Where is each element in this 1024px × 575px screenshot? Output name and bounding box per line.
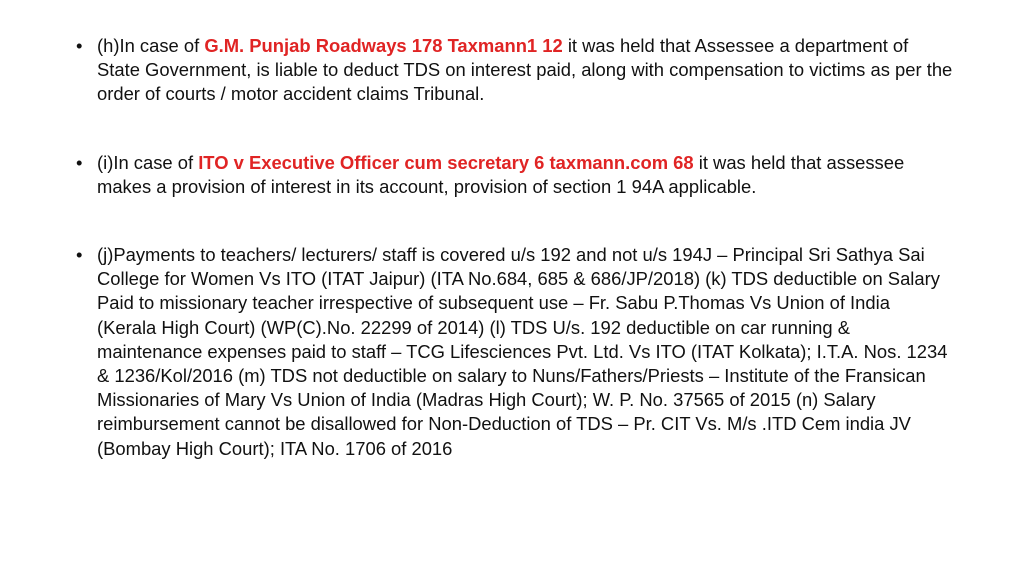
bullet-h-text: it was held that Assessee a department of State Government, is liable to deduct TDS on interest paid, along with compensation to victims as per the order of courts / motor accident claims Tribunal. — [97, 35, 953, 105]
bullet-item-j — [74, 243, 954, 461]
bullet-i-prefix: (i)In case of — [97, 151, 199, 173]
bullet-dot: • — [76, 151, 83, 173]
bullet-item-h — [74, 34, 954, 107]
bullet-j-text: (j)Payments to teachers/ lecturers/ staff is covered u/s 192 and not u/s 194J – Principal Sri Sathya Sai College for Women Vs ITO (ITAT Jaipur) (ITA No.684, 685 & 686/JP/2018) (k) TDS deductible on Salary Paid to missionary teacher irrespective of subsequent use – Fr. Sabu P.Thomas Vs Union of India (Kerala High Court) (WP(C).No. 22299 of 2014) (l) TDS U/s. 192 deductible on car running & maintenance expenses paid to staff – TCG Lifesciences Pvt. Ltd. Vs ITO (ITAT Kolkata); I.T.A. Nos. 1234 & 1236/Kol/2016 (m) TDS not deductible on salary to Nuns/Fathers/Priests – Institute of the Fransican Missionaries of Mary Vs Union of India (Madras High Court); W. P. No. 37565 of 2015 (n) Salary reimbursement cannot be disallowed for Non-Deduction of TDS – Pr. CIT Vs. M/s .ITD Cem india JV (Bombay High Court); ITA No. 1706 of 2016 — [97, 244, 948, 459]
bullet-dot: • — [76, 244, 83, 266]
bullet-h-citation: G.M. Punjab Roadways 178 Taxmann1 12 — [204, 35, 563, 56]
bullet-i-citation: ITO v Executive Officer cum secretary 6 taxmann.com 68 — [198, 151, 694, 173]
bullet-h-prefix: (h)In case of — [97, 35, 205, 56]
bullet-item-i — [74, 151, 954, 199]
bullet-list — [74, 34, 954, 461]
bullet-i-text: it was held that assessee makes a provision of interest in its account, provision of section 1 94A applicable. — [97, 151, 905, 197]
bullet-dot: • — [76, 35, 83, 56]
